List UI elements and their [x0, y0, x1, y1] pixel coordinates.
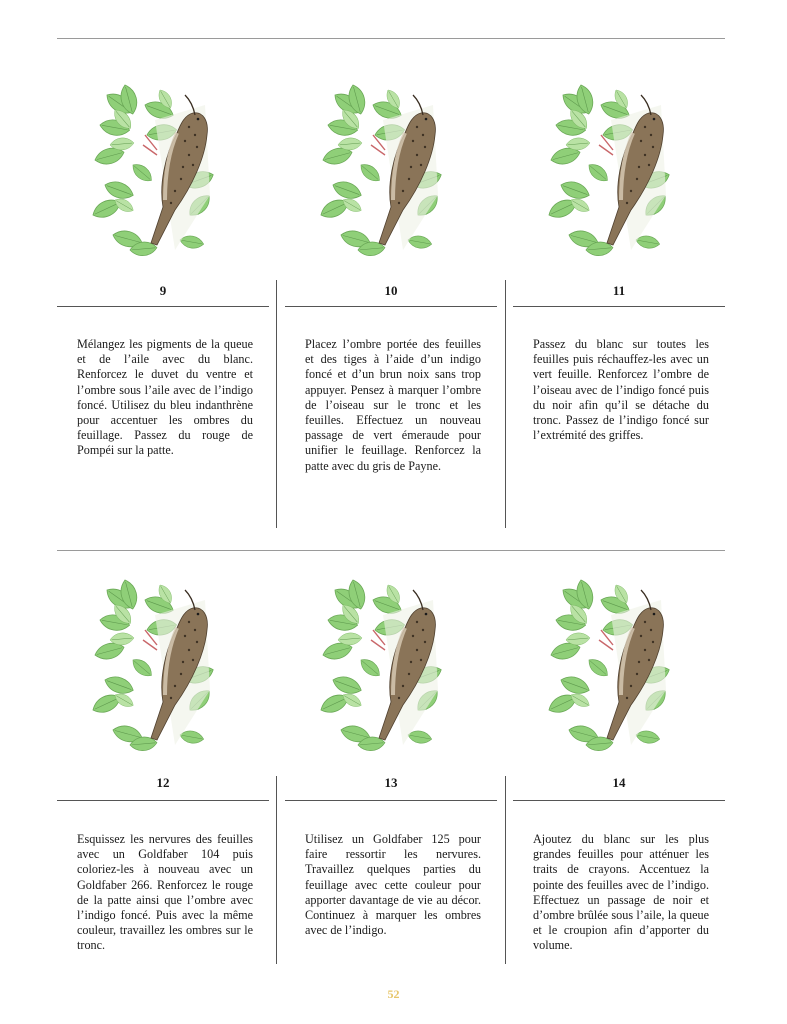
step-number-rule: [285, 306, 497, 307]
step-number: 9: [159, 283, 167, 298]
step-number: 11: [612, 283, 626, 298]
column-divider: [276, 280, 277, 528]
middle-rule: [57, 550, 725, 551]
bird-illustration-13: [313, 570, 473, 765]
bird-illustration-9: [85, 75, 245, 270]
step-text: Utilisez un Goldfaber 125 pour faire ressortir les nervures. Travaillez quelques parties du feuillage avec cette couleur pour apporter davantage de vie au décor. Continuez à marquer les ombres avec de l’indigo.: [305, 832, 481, 938]
bird-illustration-11: [541, 75, 701, 270]
bird-illustration-14: [541, 570, 701, 765]
step-text: Mélangez les pigments de la queue et de l’aile avec du blanc. Renforcez le duvet du ventre et l’ombre sous l’aile avec de l’indigo foncé. Utilisez du bleu indanthrène pour accentuer les ombres du feuillage. Passez du rouge de Pompéi sur la patte.: [77, 337, 253, 458]
step-number-rule: [57, 306, 269, 307]
step-number-rule: [285, 800, 497, 801]
step-number-rule: [57, 800, 269, 801]
step-text: Passez du blanc sur toutes les feuilles puis réchauffez-les avec un vert feuille. Renforcez l’ombre de l’oiseau avec de l’indigo foncé puis du noir afin qu’il se détache du tronc. Passez de l’indigo foncé sur l’extrémité des griffes.: [533, 337, 709, 443]
column-divider: [276, 776, 277, 964]
column-divider: [505, 776, 506, 964]
step-number-rule: [513, 306, 725, 307]
top-rule: [57, 38, 725, 39]
step-text: Ajoutez du blanc sur les plus grandes feuilles pour atténuer les traits de crayons. Accentuez la pointe des feuilles avec de l’indigo. Effectuez un passage de noir et d’ombre brûlée sous l’aile, la queue et le croupion afin d’apporter du volume.: [533, 832, 709, 953]
bird-illustration-10: [313, 75, 473, 270]
bird-illustration-12: [85, 570, 245, 765]
page-number: 52: [387, 987, 400, 1001]
step-number: 14: [612, 775, 626, 790]
step-text: Esquissez les nervures des feuilles avec un Goldfaber 104 puis coloriez-les à nouveau avec un Goldfaber 266. Renforcez le rouge de la patte ainsi que l’ombre avec l’indigo foncé. Puis avec la même couleur, travaillez les ombres sur le tronc.: [77, 832, 253, 953]
column-divider: [505, 280, 506, 528]
step-text: Placez l’ombre portée des feuilles et des tiges à l’aide d’un indigo foncé et d’un brun noix sans trop appuyer. Pensez à marquer l’ombre de l’oiseau sur le tronc et les feuilles. Effectuez un nouveau passage de vert émeraude pour unifier le feuillage. Renforcez la patte avec du gris de Payne.: [305, 337, 481, 473]
step-number-rule: [513, 800, 725, 801]
step-number: 10: [384, 283, 398, 298]
step-number: 12: [156, 775, 170, 790]
step-number: 13: [384, 775, 398, 790]
